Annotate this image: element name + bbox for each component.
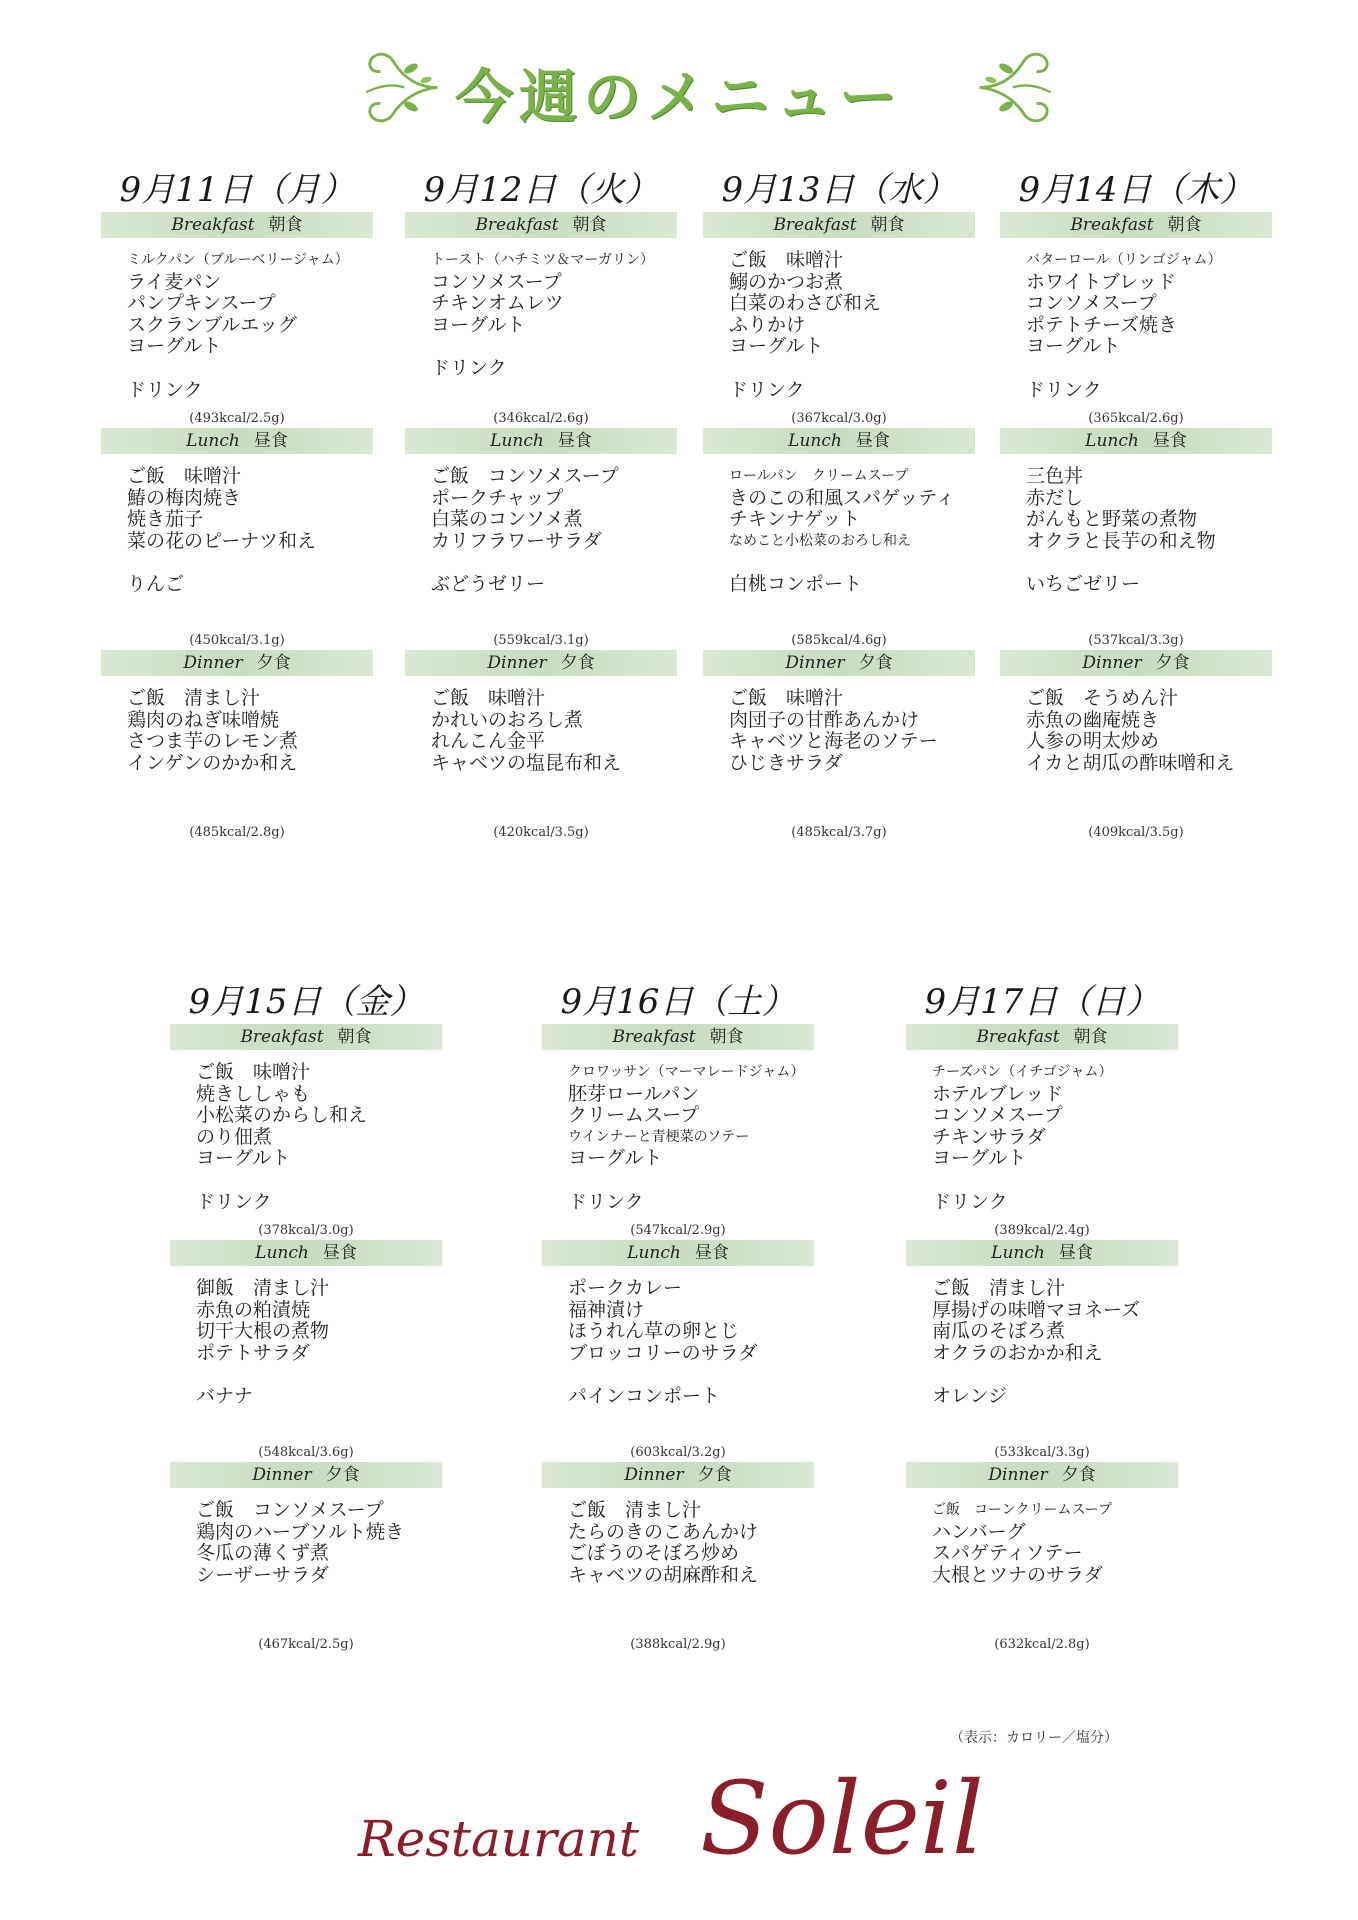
menu-item: チキンオムレツ [431, 292, 564, 314]
meal-bar-lunch [101, 428, 373, 454]
menu-item: ご飯 味噌汁 [431, 687, 546, 709]
menu-item: ご飯 味噌汁 [729, 249, 844, 271]
meal-items [1000, 676, 1272, 824]
menu-item: ご飯 コンソメスープ [196, 1499, 384, 1521]
meal-label-en: Lunch [186, 431, 240, 451]
item-gap [1026, 552, 1272, 574]
menu-item: ぶどうゼリー [431, 573, 546, 595]
menu-item: 厚揚げの味噌マヨネーズ [932, 1298, 1141, 1321]
meal-label-jp: 朝食 [268, 215, 303, 235]
meal-bar-lunch [1000, 428, 1272, 454]
meal-items [906, 1488, 1178, 1636]
menu-item: ウインナーと青梗菜のソテー [568, 1128, 750, 1145]
meal-label-jp: 夕食 [1155, 653, 1190, 673]
leaf-ornament-icon [970, 40, 1065, 135]
menu-item: バターロール（リンゴジャム） [1026, 252, 1222, 268]
menu-item: 白菜のコンソメ煮 [431, 508, 583, 530]
menu-item: オレンジ [932, 1385, 1008, 1407]
meal-label-en: Breakfast [612, 1027, 696, 1047]
menu-item: ご飯 コンソメスープ [431, 465, 619, 487]
meal-bar-breakfast [542, 1024, 814, 1050]
meal-items [101, 238, 373, 410]
meal-items [170, 1266, 442, 1444]
day-column [703, 168, 975, 842]
meal-label-jp: 朝食 [572, 215, 607, 235]
menu-item: キャベツの胡麻酢和え [568, 1563, 759, 1586]
item-gap [431, 336, 677, 358]
menu-item: のり佃煮 [196, 1125, 273, 1148]
day-column [1000, 168, 1272, 842]
item-gap [729, 552, 975, 574]
menu-item: ヨーグルト [431, 313, 526, 336]
menu-item: コンソメスープ [431, 270, 562, 293]
menu-item: 胚芽ロールパン [568, 1082, 700, 1105]
meal-label-jp: 夕食 [1061, 1465, 1096, 1485]
menu-item: 福神漬け [568, 1298, 645, 1321]
meal-label-en: Dinner [487, 653, 547, 673]
calorie-salt: (533kcal/3.3g) [994, 1445, 1090, 1460]
meal-label-jp: 昼食 [1058, 1243, 1093, 1263]
item-gap [127, 552, 373, 574]
menu-item: 赤魚の幽庵焼き [1026, 708, 1160, 731]
day-date: 9月12日（火） [423, 170, 659, 210]
meal-bar-dinner [542, 1462, 814, 1488]
menu-item: トースト（ハチミツ＆マーガリン） [431, 252, 655, 268]
meal-bar-breakfast [170, 1024, 442, 1050]
day-column [405, 168, 677, 842]
meal-label-jp: 朝食 [870, 215, 905, 235]
menu-item: ヨーグルト [127, 335, 222, 357]
day-date: 9月11日（月） [119, 170, 355, 210]
menu-item: 御飯 清まし汁 [196, 1277, 330, 1299]
calorie-salt: (420kcal/3.5g) [493, 825, 589, 840]
day-column [906, 980, 1178, 1654]
meal-label-en: Dinner [624, 1465, 684, 1485]
menu-item: ヨーグルト [1026, 335, 1121, 357]
menu-item: シーザーサラダ [196, 1563, 329, 1586]
meal-label-en: Lunch [627, 1243, 681, 1263]
menu-item: 小松菜のからし和え [196, 1104, 368, 1126]
day-column [170, 980, 442, 1654]
calorie-salt: (548kcal/3.6g) [258, 1445, 354, 1460]
calorie-salt: (467kcal/2.5g) [258, 1637, 354, 1652]
menu-item: がんもと野菜の煮物 [1026, 508, 1198, 530]
menu-item: キャベツと海老のソテー [729, 730, 938, 752]
calorie-salt: (603kcal/3.2g) [630, 1445, 726, 1460]
meal-label-jp: 昼食 [557, 431, 592, 451]
meal-items [170, 1488, 442, 1636]
menu-item: かれいのおろし煮 [431, 708, 584, 731]
meal-label-en: Dinner [1082, 653, 1142, 673]
meal-bar-dinner [405, 650, 677, 676]
item-gap [196, 1170, 442, 1192]
item-gap [196, 1364, 442, 1386]
menu-item: ホワイトブレッド [1026, 270, 1176, 293]
menu-item: れんこん金平 [431, 730, 546, 752]
meal-bar-lunch [906, 1240, 1178, 1266]
meal-bar-lunch [170, 1240, 442, 1266]
menu-item: 焼きししゃも [196, 1082, 311, 1105]
menu-item: ポークカレー [568, 1277, 683, 1299]
menu-item: 人参の明太炒め [1026, 730, 1160, 752]
meal-label-en: Breakfast [171, 215, 255, 235]
menu-item: ご飯 味噌汁 [729, 687, 844, 709]
meal-label-jp: 夕食 [697, 1465, 732, 1485]
calorie-salt: (559kcal/3.1g) [493, 633, 589, 648]
menu-item: たらのきのこあんかけ [568, 1520, 759, 1543]
day-column [542, 980, 814, 1654]
calorie-salt: (585kcal/4.6g) [791, 633, 887, 648]
menu-item: ふりかけ [729, 313, 806, 336]
menu-item: さつま芋のレモン煮 [127, 730, 299, 752]
meal-items [703, 238, 975, 410]
footer-restaurant: Restaurant [358, 1810, 640, 1868]
meal-bar-breakfast [101, 212, 373, 238]
menu-item: きのこの和風スパゲッティ [729, 486, 955, 509]
meal-items [1000, 454, 1272, 632]
menu-item: ホテルブレッド [932, 1082, 1064, 1105]
item-gap [568, 1364, 814, 1386]
meal-items [542, 1488, 814, 1636]
footer-logo [0, 1750, 1358, 1880]
menu-item: バナナ [196, 1385, 254, 1407]
menu-item: 鶏肉のハーブソルト焼き [196, 1520, 405, 1543]
day-date: 9月16日（土） [560, 982, 796, 1022]
menu-item: クロワッサン（マーマレードジャム） [568, 1064, 805, 1080]
menu-item: スパゲティソテー [932, 1542, 1083, 1564]
menu-item: 鰆の梅肉焼き [127, 486, 242, 509]
calorie-salt: (365kcal/2.6g) [1088, 411, 1184, 426]
menu-item: クリームスープ [568, 1104, 700, 1126]
menu-item: りんご [127, 573, 185, 595]
menu-item: 大根とツナのサラダ [932, 1563, 1103, 1586]
menu-item: ひじきサラダ [729, 751, 843, 774]
menu-item: ほうれん草の卵とじ [568, 1320, 740, 1342]
meal-bar-lunch [542, 1240, 814, 1266]
menu-item: ドリンク [568, 1190, 644, 1213]
day-date: 9月17日（日） [924, 982, 1160, 1022]
meal-label-jp: 朝食 [337, 1027, 372, 1047]
menu-item: チーズパン（イチゴジャム） [932, 1064, 1113, 1080]
menu-item: インゲンのかか和え [127, 751, 298, 774]
menu-item: ドリンク [431, 357, 507, 379]
meal-bar-dinner [906, 1462, 1178, 1488]
menu-item: 菜の花のピーナツ和え [127, 529, 317, 552]
day-date: 9月13日（水） [721, 170, 957, 210]
meal-label-en: Dinner [785, 653, 845, 673]
menu-item: ハンバーグ [932, 1520, 1026, 1543]
menu-item: ポークチャップ [431, 486, 564, 509]
menu-item: 鶏肉のねぎ味噌焼 [127, 708, 280, 731]
meal-label-jp: 夕食 [560, 653, 595, 673]
menu-item: ヨーグルト [568, 1147, 663, 1169]
meal-items [703, 454, 975, 632]
item-gap [127, 358, 373, 380]
meal-bar-lunch [405, 428, 677, 454]
meal-items [170, 1050, 442, 1222]
legend-note: （表示：カロリー／塩分） [950, 1730, 1118, 1746]
menu-item: いちごゼリー [1026, 573, 1141, 595]
menu-item: ドリンク [1026, 378, 1102, 401]
meal-label-en: Lunch [788, 431, 842, 451]
meal-label-jp: 昼食 [694, 1243, 729, 1263]
meal-label-en: Lunch [490, 431, 544, 451]
calorie-salt: (450kcal/3.1g) [189, 633, 285, 648]
meal-items [542, 1050, 814, 1222]
calorie-salt: (485kcal/2.8g) [189, 825, 285, 840]
menu-item: ドリンク [127, 378, 203, 401]
item-gap [431, 552, 677, 574]
meal-label-jp: 夕食 [325, 1465, 360, 1485]
menu-item: ロールパン クリームスープ [729, 468, 909, 484]
menu-item: キャベツの塩昆布和え [431, 751, 622, 774]
menu-item: ヨーグルト [729, 335, 824, 357]
meal-label-en: Breakfast [240, 1027, 324, 1047]
menu-item: ごぼうのそぼろ炒め [568, 1542, 740, 1564]
meal-bar-dinner [101, 650, 373, 676]
menu-item: ご飯 そうめん汁 [1026, 687, 1179, 709]
menu-item: オクラと長芋の和え物 [1026, 529, 1216, 552]
meal-bar-lunch [703, 428, 975, 454]
item-gap [1026, 358, 1272, 380]
menu-item: 白菜のわさび和え [729, 292, 882, 314]
menu-item: イカと胡瓜の酢味噌和え [1026, 751, 1235, 774]
calorie-salt: (389kcal/2.4g) [994, 1223, 1090, 1238]
calorie-salt: (632kcal/2.8g) [994, 1637, 1090, 1652]
calorie-salt: (378kcal/3.0g) [258, 1223, 354, 1238]
menu-item: ヨーグルト [196, 1147, 291, 1169]
calorie-salt: (367kcal/3.0g) [791, 411, 887, 426]
day-date: 9月14日（木） [1018, 170, 1254, 210]
menu-item: ポテトチーズ焼き [1026, 313, 1178, 336]
menu-item: パンプキンスープ [127, 292, 276, 314]
menu-item: ご飯 清まし汁 [932, 1277, 1066, 1299]
meal-label-jp: 昼食 [855, 431, 890, 451]
day-date: 9月15日（金） [188, 982, 424, 1022]
menu-item: カリフラワーサラダ [431, 529, 602, 552]
meal-items [405, 676, 677, 824]
menu-item: ご飯 コーンクリームスープ [932, 1502, 1113, 1518]
leaf-ornament-icon [352, 40, 447, 135]
calorie-salt: (485kcal/3.7g) [791, 825, 887, 840]
meal-label-en: Breakfast [1070, 215, 1154, 235]
meal-label-en: Lunch [991, 1243, 1045, 1263]
menu-item: 白桃コンポート [729, 573, 863, 595]
menu-item: ライ麦パン [127, 270, 222, 293]
menu-item: チキンサラダ [932, 1125, 1046, 1148]
item-gap [729, 358, 975, 380]
menu-item: 鰯のかつお煮 [729, 270, 844, 293]
meal-label-en: Dinner [988, 1465, 1048, 1485]
menu-title-area [0, 52, 1358, 142]
item-gap [568, 1170, 814, 1192]
menu-item: 三色丼 [1026, 465, 1084, 487]
meal-items [703, 676, 975, 824]
item-gap [932, 1364, 1178, 1386]
menu-item: 赤だし [1026, 486, 1084, 509]
page-title: 今週のメニュー [454, 63, 903, 131]
menu-item: ブロッコリーのサラダ [568, 1341, 758, 1364]
menu-item: ヨーグルト [932, 1147, 1027, 1169]
calorie-salt: (409kcal/3.5g) [1088, 825, 1184, 840]
calorie-salt: (493kcal/2.5g) [189, 411, 285, 426]
meal-label-jp: 夕食 [256, 653, 291, 673]
menu-item: 赤魚の粕漬焼 [196, 1298, 311, 1321]
item-gap [932, 1170, 1178, 1192]
meal-items [906, 1266, 1178, 1444]
menu-item: オクラのおかか和え [932, 1341, 1103, 1364]
menu-item: コンソメスープ [932, 1104, 1063, 1126]
meal-label-jp: 昼食 [253, 431, 288, 451]
calorie-salt: (388kcal/2.9g) [630, 1637, 726, 1652]
meal-items [405, 454, 677, 632]
calorie-salt: (346kcal/2.6g) [493, 411, 589, 426]
menu-item: ミルクパン（ブルーベリージャム） [127, 252, 349, 268]
menu-item: ドリンク [932, 1190, 1008, 1213]
meal-bar-breakfast [906, 1024, 1178, 1050]
meal-label-en: Breakfast [475, 215, 559, 235]
meal-items [542, 1266, 814, 1444]
meal-bar-breakfast [405, 212, 677, 238]
meal-items [906, 1050, 1178, 1222]
menu-item: ご飯 味噌汁 [127, 465, 242, 487]
menu-item: チキンナゲット [729, 508, 861, 530]
meal-label-jp: 昼食 [322, 1243, 357, 1263]
menu-item: なめこと小松菜のおろし和え [729, 532, 911, 549]
meal-bar-breakfast [1000, 212, 1272, 238]
meal-bar-dinner [170, 1462, 442, 1488]
meal-label-jp: 朝食 [709, 1027, 744, 1047]
menu-item: 南瓜のそぼろ煮 [932, 1320, 1066, 1342]
menu-item: ご飯 清まし汁 [127, 687, 261, 709]
meal-label-en: Dinner [252, 1465, 312, 1485]
meal-items [101, 676, 373, 824]
menu-item: パインコンポート [568, 1385, 721, 1407]
meal-label-en: Breakfast [976, 1027, 1060, 1047]
meal-items [1000, 238, 1272, 410]
calorie-salt: (537kcal/3.3g) [1088, 633, 1184, 648]
footer-brand: Soleil [700, 1760, 984, 1877]
meal-label-jp: 朝食 [1073, 1027, 1108, 1047]
menu-item: コンソメスープ [1026, 292, 1157, 314]
meal-bar-dinner [703, 650, 975, 676]
meal-label-en: Breakfast [773, 215, 857, 235]
meal-items [101, 454, 373, 632]
menu-item: ご飯 清まし汁 [568, 1499, 702, 1521]
meal-label-jp: 昼食 [1152, 431, 1187, 451]
menu-item: ご飯 味噌汁 [196, 1061, 311, 1083]
meal-label-jp: 夕食 [858, 653, 893, 673]
menu-item: 肉団子の甘酢あんかけ [729, 708, 920, 731]
meal-bar-dinner [1000, 650, 1272, 676]
meal-bar-breakfast [703, 212, 975, 238]
meal-label-en: Lunch [255, 1243, 309, 1263]
meal-label-en: Lunch [1085, 431, 1139, 451]
meal-items [405, 238, 677, 410]
day-column [101, 168, 373, 842]
menu-item: 冬瓜の薄くず煮 [196, 1542, 330, 1564]
menu-item: スクランブルエッグ [127, 313, 297, 336]
menu-item: 焼き茄子 [127, 508, 204, 530]
menu-item: ポテトサラダ [196, 1341, 310, 1364]
menu-item: ドリンク [729, 378, 805, 401]
menu-item: 切干大根の煮物 [196, 1320, 330, 1342]
meal-label-jp: 朝食 [1167, 215, 1202, 235]
calorie-salt: (547kcal/2.9g) [630, 1223, 726, 1238]
menu-item: ドリンク [196, 1190, 272, 1213]
meal-label-en: Dinner [183, 653, 243, 673]
